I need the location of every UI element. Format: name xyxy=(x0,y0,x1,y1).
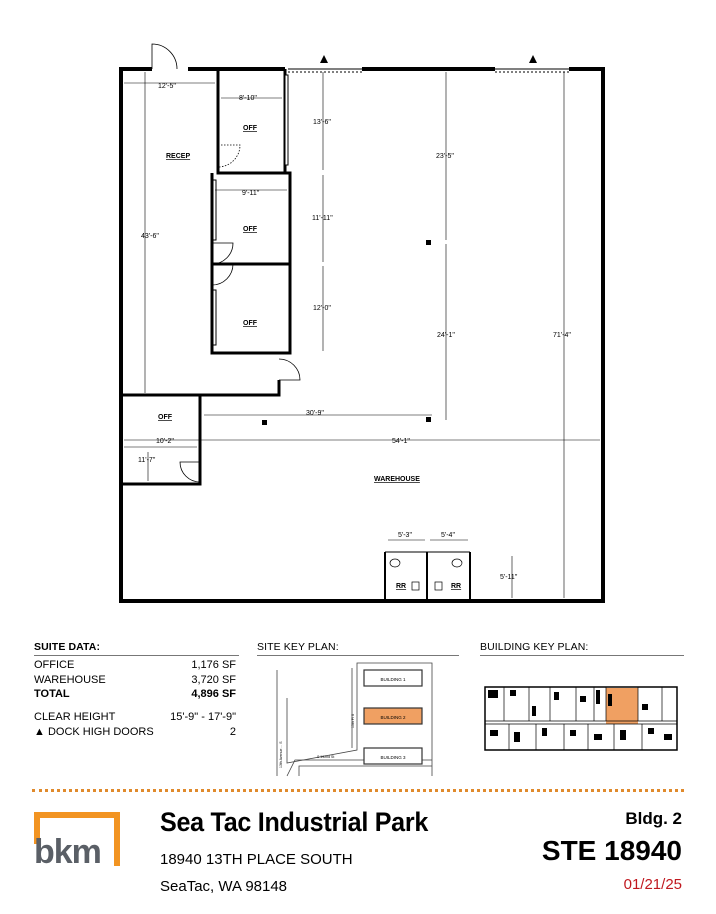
building-key-plan-rule xyxy=(480,655,684,656)
suite-row-label: OFFICE xyxy=(34,659,75,671)
suite-row-label: TOTAL xyxy=(34,688,70,700)
room-office-mid: OFF xyxy=(243,226,257,233)
suite-row-value: 1,176 SF xyxy=(191,659,236,671)
dim-label: 10'-2" xyxy=(156,438,174,445)
building-number: Bldg. 2 xyxy=(625,809,682,828)
site-building-2-label: BUILDING 2 xyxy=(380,715,406,720)
room-office-top: OFF xyxy=(243,125,257,132)
site-street-right: 15th Pl S xyxy=(351,713,355,728)
site-street-left: 13th Avenue ... S xyxy=(279,741,283,768)
suite-row-label: CLEAR HEIGHT xyxy=(34,711,116,723)
plan-date: 01/21/25 xyxy=(623,876,682,893)
site-key-plan-map xyxy=(257,658,459,785)
room-office-low: OFF xyxy=(243,320,257,327)
suite-number: STE 18940 xyxy=(541,835,682,866)
suite-row-label: WAREHOUSE xyxy=(34,674,106,686)
footer-dotted-divider xyxy=(32,789,684,792)
address-line-1: 18940 13TH PLACE SOUTH xyxy=(160,851,353,868)
room-recep: RECEP xyxy=(166,153,191,160)
bkm-logo-text: bkm xyxy=(34,833,101,871)
room-restroom-left: RR xyxy=(396,583,407,590)
dim-label: 54'-1" xyxy=(392,438,410,445)
dim-label: 5'-11" xyxy=(500,574,518,581)
dock-door-triangle-icon xyxy=(529,55,537,63)
site-key-plan-rule xyxy=(257,655,459,656)
suite-row-value: 2 xyxy=(229,726,236,738)
suite-row-value: 15'-9" - 17'-9" xyxy=(170,711,236,723)
site-building-1-label: BUILDING 1 xyxy=(380,677,406,682)
site-building-3-label: BUILDING 3 xyxy=(380,755,406,760)
dim-label: 11'-7" xyxy=(138,457,156,464)
window-strips xyxy=(213,75,288,345)
room-warehouse: WAREHOUSE xyxy=(374,476,420,483)
door-swings xyxy=(152,44,385,575)
dim-label: 5'-4" xyxy=(441,532,455,539)
dim-label: 23'-5" xyxy=(436,153,454,160)
suite-data-rule xyxy=(34,655,239,656)
dim-label: 8'-10" xyxy=(239,95,257,102)
dimension-labels xyxy=(138,83,571,581)
dim-label: 24'-1" xyxy=(437,332,455,339)
site-street-bottom: S 192nd St xyxy=(317,755,335,759)
building-key-plan-map xyxy=(484,686,678,754)
dim-label: 13'-6" xyxy=(313,119,331,126)
suite-row-label: ▲ DOCK HIGH DOORS xyxy=(34,726,154,738)
bkm-logo xyxy=(34,812,120,871)
room-office-bottom: OFF xyxy=(158,414,172,421)
dim-label: 12'-0" xyxy=(313,305,331,312)
dim-label: 30'-9" xyxy=(306,410,324,417)
dim-label: 5'-3" xyxy=(398,532,412,539)
suite-row-value: 3,720 SF xyxy=(191,674,236,686)
dim-label: 11'-11" xyxy=(312,215,333,222)
room-restroom-right: RR xyxy=(451,583,462,590)
walls xyxy=(121,69,603,601)
dim-label: 9'-11" xyxy=(242,190,260,197)
building-key-plan-heading: BUILDING KEY PLAN: xyxy=(480,641,589,653)
dim-label: 71'-4" xyxy=(553,332,571,339)
dim-label: 12'-5" xyxy=(158,83,176,90)
suite-data-heading: SUITE DATA: xyxy=(34,641,101,653)
dim-label: 43'-6" xyxy=(141,233,159,240)
dimension-lines xyxy=(124,72,600,598)
suite-row-value: 4,896 SF xyxy=(191,688,236,700)
column-markers xyxy=(262,240,431,425)
dock-door-triangle-icon xyxy=(320,55,328,63)
address-line-2: SeaTac, WA 98148 xyxy=(160,878,288,895)
property-title: Sea Tac Industrial Park xyxy=(160,807,429,837)
site-key-plan-heading: SITE KEY PLAN: xyxy=(257,641,339,653)
